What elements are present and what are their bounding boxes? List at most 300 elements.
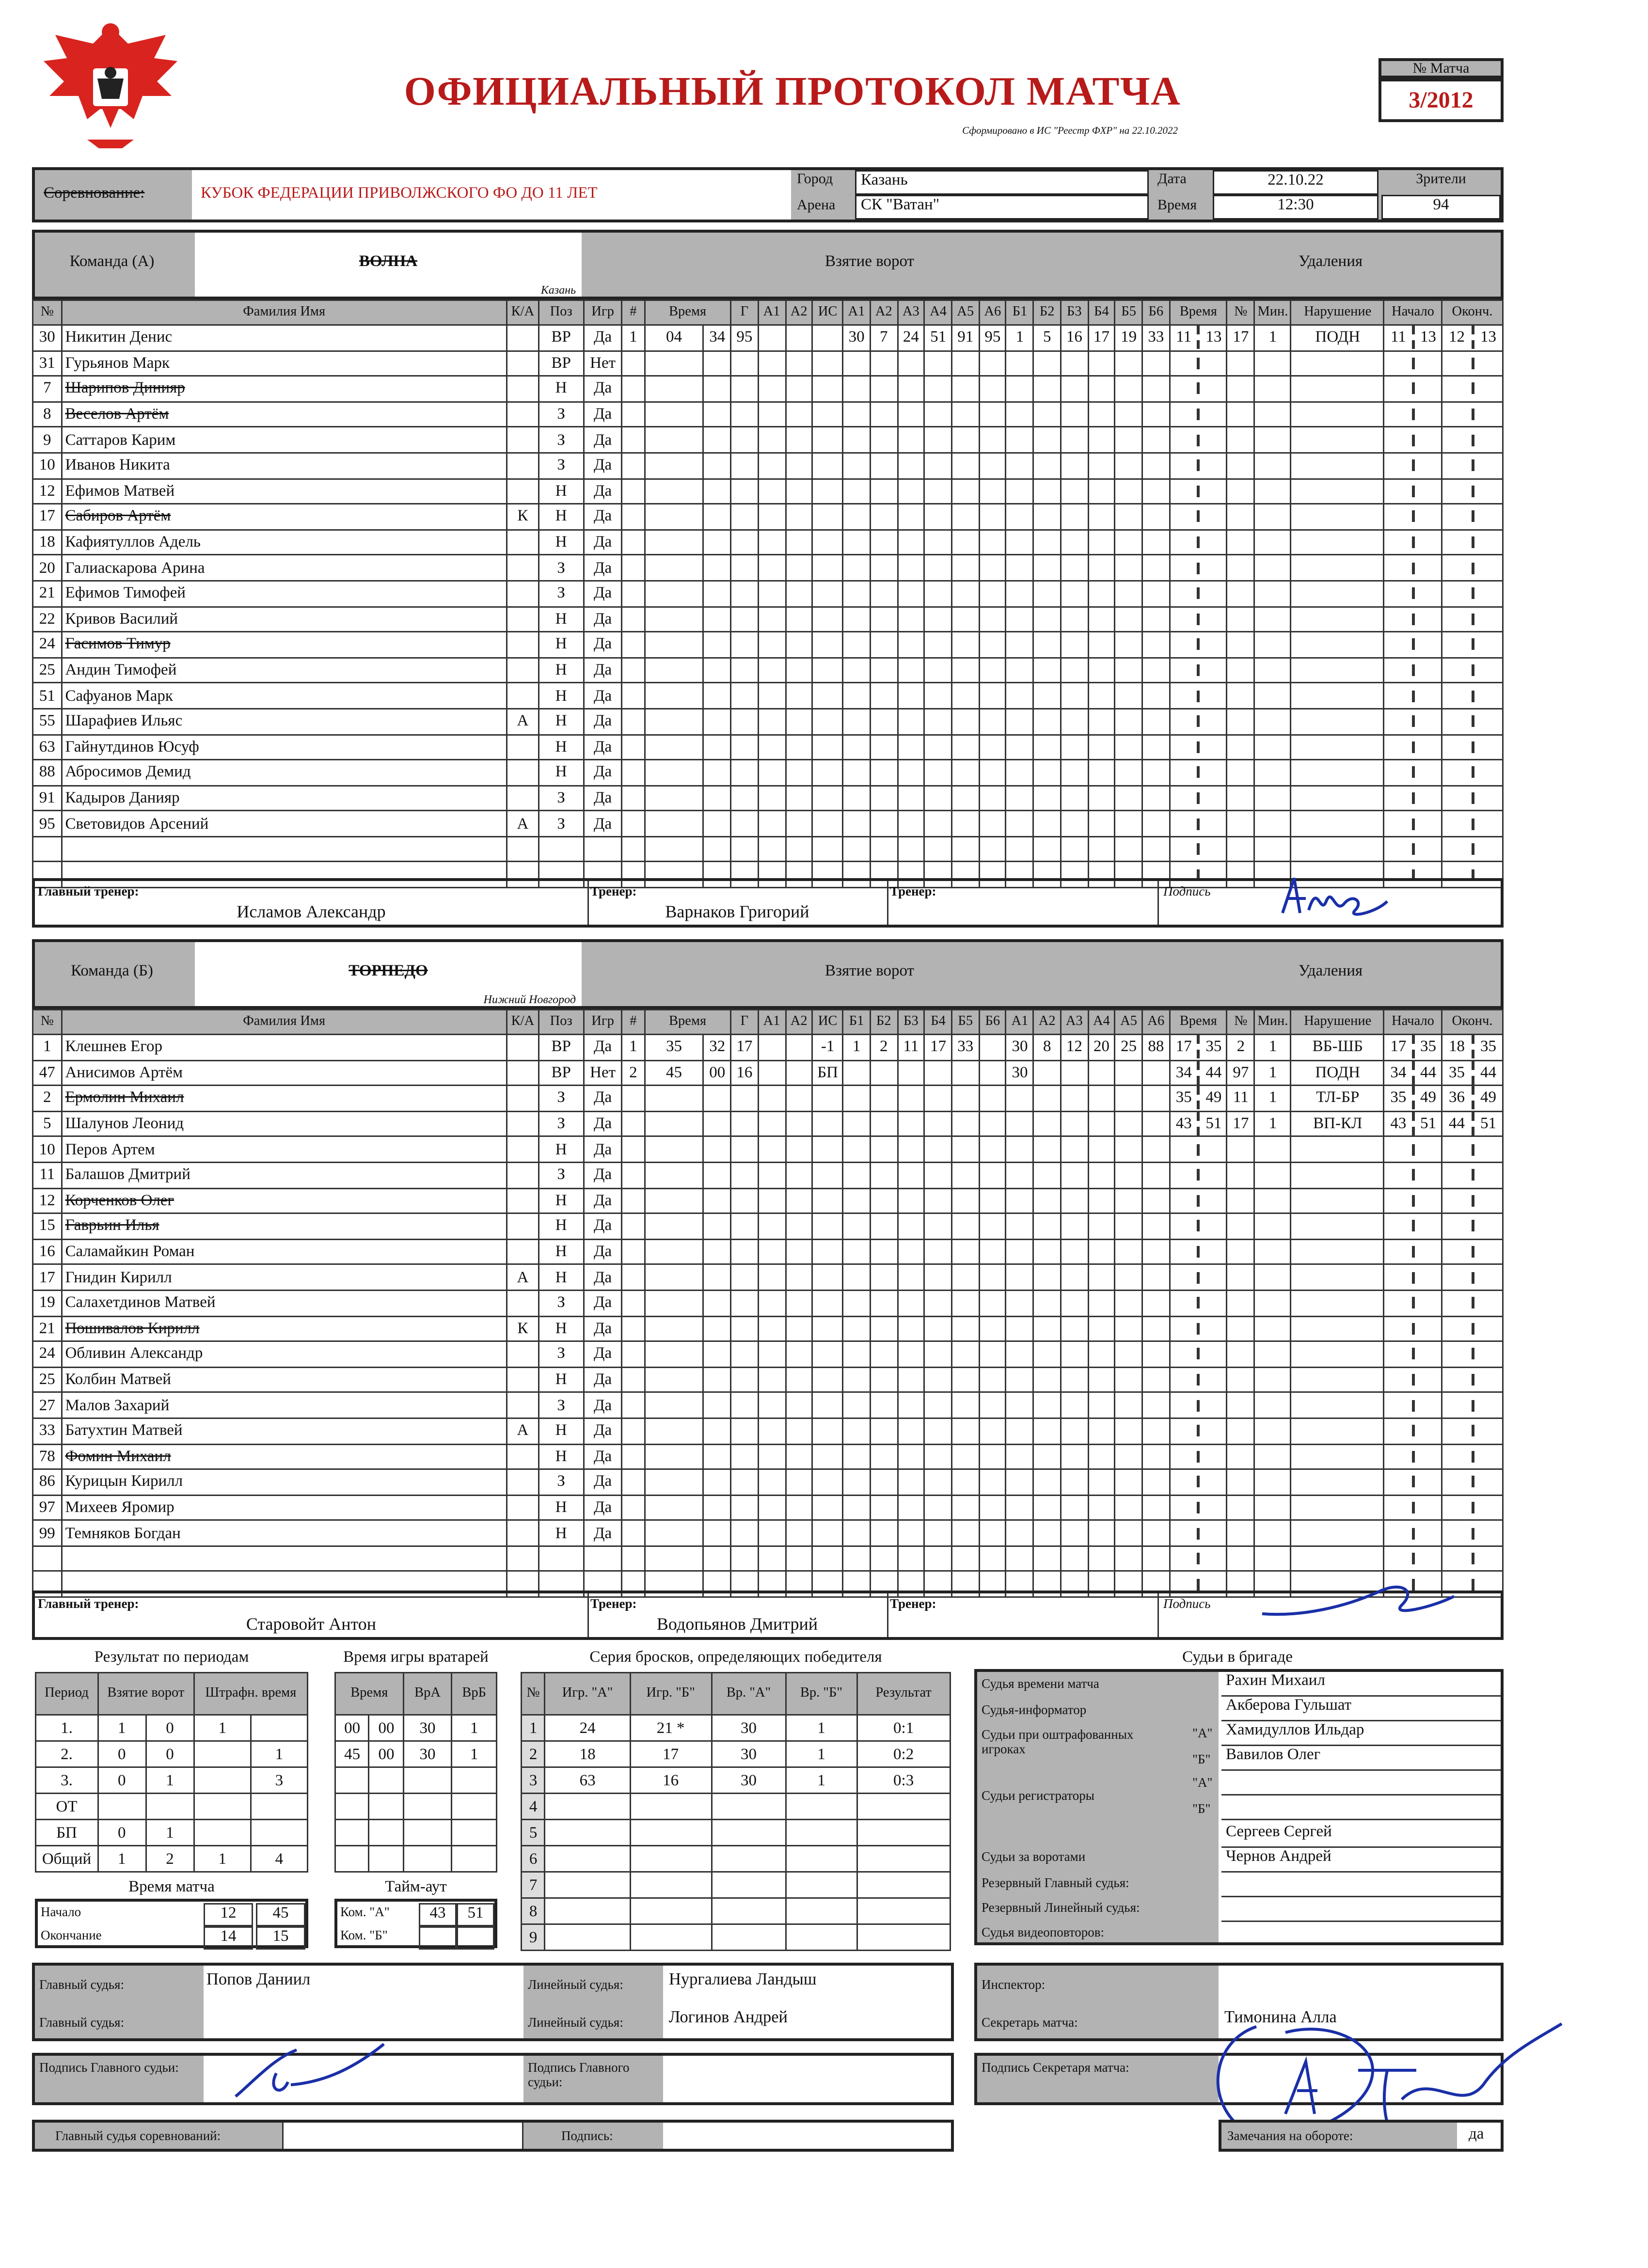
shootout-cell bbox=[545, 1846, 630, 1872]
pen-cell bbox=[1254, 1316, 1291, 1341]
pen-cell bbox=[1170, 734, 1227, 760]
shootout-title: Серия бросков, определяющих победителя bbox=[589, 1649, 882, 1666]
goal-cell bbox=[952, 1265, 979, 1291]
player-position: З bbox=[539, 453, 583, 478]
goal-cell bbox=[1033, 836, 1061, 862]
player-name: Галиаскарова Арина bbox=[62, 555, 507, 581]
goalie-cell bbox=[403, 1820, 452, 1846]
arena-value: СК "Ватан" bbox=[855, 195, 1149, 220]
player-position: З bbox=[539, 811, 583, 836]
player-number: 8 bbox=[33, 402, 62, 427]
goal-cell: 7 bbox=[870, 325, 897, 351]
goal-cell: 32 bbox=[704, 1035, 731, 1060]
goal-cell bbox=[704, 427, 731, 453]
player-captain bbox=[507, 1495, 539, 1521]
goal-cell bbox=[1033, 1418, 1061, 1444]
player-name: Обливин Александр bbox=[62, 1341, 507, 1367]
goal-cell bbox=[1061, 1495, 1088, 1521]
goal-cell bbox=[1088, 1546, 1115, 1572]
pen-cell bbox=[1170, 811, 1227, 836]
goal-cell bbox=[758, 1035, 785, 1060]
player-name: Сафуанов Марк bbox=[62, 683, 507, 709]
reg-b-tag: "Б" bbox=[1192, 1801, 1211, 1816]
goal-cell bbox=[785, 1111, 812, 1137]
reserve-head-label: Резервный Главный судья: bbox=[982, 1875, 1129, 1890]
goal-cell bbox=[979, 1188, 1006, 1213]
pen-value: 49 bbox=[1471, 1087, 1503, 1110]
goal-cell bbox=[1033, 760, 1061, 786]
goal-cell bbox=[622, 1444, 644, 1469]
table-row bbox=[335, 1846, 497, 1872]
goal-cell bbox=[644, 1392, 703, 1418]
goal-cell bbox=[1061, 376, 1088, 402]
player-played: Да bbox=[584, 811, 622, 836]
pen-cell bbox=[1384, 1188, 1442, 1213]
goal-cell bbox=[812, 1111, 843, 1137]
spectators-label: Зрители bbox=[1416, 172, 1466, 188]
reg-a-value bbox=[1221, 1771, 1501, 1796]
goal-cell bbox=[758, 1495, 785, 1521]
goal-cell bbox=[952, 1341, 979, 1367]
goal-cell bbox=[644, 350, 703, 376]
table-row bbox=[36, 1715, 308, 1741]
pen-cell bbox=[1227, 786, 1254, 811]
goal-cell bbox=[897, 734, 924, 760]
player-captain bbox=[507, 632, 539, 658]
goal-col-header: А4 bbox=[924, 300, 951, 325]
goal-cell bbox=[979, 658, 1006, 683]
goal-cell bbox=[952, 836, 979, 862]
pen-cell bbox=[1384, 1239, 1442, 1265]
goal-cell bbox=[644, 811, 703, 836]
pen-cell bbox=[1254, 453, 1291, 478]
goal-cell: 34 bbox=[704, 325, 731, 351]
head-signatures bbox=[32, 2053, 954, 2105]
pen-cell bbox=[1170, 453, 1227, 478]
pen-cell bbox=[1291, 1137, 1384, 1163]
goal-cell bbox=[1142, 1086, 1170, 1111]
pen-cell: 1 bbox=[1254, 325, 1291, 351]
pen-value: 17 bbox=[1390, 1038, 1407, 1056]
goal-cell bbox=[704, 1546, 731, 1572]
pen-cell bbox=[1291, 402, 1384, 427]
goal-cell bbox=[731, 760, 758, 786]
goal-cell bbox=[952, 760, 979, 786]
shootout-cell bbox=[712, 1820, 786, 1846]
goal-col-header: Г bbox=[731, 300, 758, 325]
goal-cell bbox=[1142, 555, 1170, 581]
goal-cell bbox=[704, 1162, 731, 1188]
goal-cell bbox=[897, 1495, 924, 1521]
pen-cell bbox=[1254, 786, 1291, 811]
pen-cell bbox=[1291, 1239, 1384, 1265]
goal-cell: БП bbox=[812, 1060, 843, 1086]
goal-cell bbox=[1033, 581, 1061, 606]
goal-cell bbox=[704, 1418, 731, 1444]
player-position: Н bbox=[539, 709, 583, 734]
goal-cell bbox=[1142, 658, 1170, 683]
team-b-name: ТОРПЕДО bbox=[349, 962, 428, 980]
goal-cell bbox=[979, 1367, 1006, 1393]
goal-cell bbox=[704, 1520, 731, 1546]
goal-cell: 17 bbox=[924, 1035, 951, 1060]
goalie-b-header: ВрБ bbox=[452, 1673, 497, 1715]
goal-cell bbox=[812, 1137, 843, 1163]
goal-cell: 00 bbox=[704, 1060, 731, 1086]
goal-cell: 5 bbox=[1033, 325, 1061, 351]
goal-col-header: А5 bbox=[952, 300, 979, 325]
goal-cell bbox=[843, 709, 870, 734]
goal-cell bbox=[1142, 683, 1170, 709]
player-captain bbox=[507, 1162, 539, 1188]
period-cell bbox=[251, 1820, 307, 1846]
goal-cell: 30 bbox=[1006, 1060, 1033, 1086]
player-played: Да bbox=[584, 1086, 622, 1111]
goal-cell bbox=[758, 1444, 785, 1469]
goal-cell bbox=[1061, 1418, 1088, 1444]
time-label: Время bbox=[1157, 198, 1197, 214]
goal-cell bbox=[1061, 1546, 1088, 1572]
goal-cell bbox=[924, 1316, 951, 1341]
period-cell bbox=[146, 1794, 194, 1820]
period-cell: 0 bbox=[98, 1820, 146, 1846]
goal-cell bbox=[1061, 760, 1088, 786]
pen-cell bbox=[1170, 1341, 1227, 1367]
pen-cell bbox=[1442, 1162, 1503, 1188]
pen-col-header: Нарушение bbox=[1291, 300, 1384, 325]
goal-cell bbox=[1006, 581, 1033, 606]
player-captain bbox=[507, 1035, 539, 1060]
goal-cell bbox=[843, 1316, 870, 1341]
period-cell: Общий bbox=[36, 1846, 98, 1872]
goal-cell bbox=[979, 1418, 1006, 1444]
player-captain bbox=[507, 760, 539, 786]
shootout-cell bbox=[545, 1898, 630, 1924]
pen-cell bbox=[1227, 1418, 1254, 1444]
pen-cell bbox=[1384, 1392, 1442, 1418]
pen-cell bbox=[1227, 811, 1254, 836]
goal-cell bbox=[731, 1162, 758, 1188]
goal-cell bbox=[1142, 786, 1170, 811]
goal-cell bbox=[1142, 1341, 1170, 1367]
pen-cell bbox=[1227, 1444, 1254, 1469]
goal-cell bbox=[1115, 376, 1142, 402]
player-name: Ефимов Матвей bbox=[62, 478, 507, 504]
pen-value: 35 bbox=[1197, 1036, 1227, 1059]
table-row bbox=[33, 325, 1503, 351]
goal-cell bbox=[1061, 555, 1088, 581]
goal-cell bbox=[843, 1137, 870, 1163]
shootout-cell bbox=[712, 1794, 786, 1820]
team-b-table bbox=[32, 1009, 1504, 1598]
match-number: 3/2012 bbox=[1379, 79, 1504, 122]
player-number: 95 bbox=[33, 811, 62, 836]
goal-cell bbox=[843, 1265, 870, 1291]
player-played: Да bbox=[584, 325, 622, 351]
team-b-penalties-title: Удаления bbox=[1298, 962, 1363, 980]
pen-cell bbox=[1227, 1495, 1254, 1521]
goal-cell bbox=[924, 1239, 951, 1265]
pen-col-header: Начало bbox=[1384, 300, 1442, 325]
goal-cell bbox=[785, 1239, 812, 1265]
goal-cell: 12 bbox=[1061, 1035, 1088, 1060]
goal-cell bbox=[785, 811, 812, 836]
goal-cell bbox=[843, 1469, 870, 1495]
goal-cell bbox=[644, 555, 703, 581]
goal-cell bbox=[1115, 350, 1142, 376]
goal-cell bbox=[897, 1111, 924, 1137]
pen-cell bbox=[1254, 1341, 1291, 1367]
goal-cell bbox=[870, 658, 897, 683]
pen-cell bbox=[1442, 1316, 1503, 1341]
pen-cell bbox=[1384, 811, 1442, 836]
goal-cell: 30 bbox=[843, 325, 870, 351]
shootout-cell: 3 bbox=[522, 1767, 545, 1794]
goal-cell bbox=[897, 504, 924, 530]
pen-cell bbox=[1254, 1520, 1291, 1546]
goal-cell bbox=[812, 402, 843, 427]
goal-cell bbox=[644, 1520, 703, 1546]
goal-cell: 35 bbox=[644, 1035, 703, 1060]
goal-cell bbox=[731, 504, 758, 530]
period-cell bbox=[194, 1767, 251, 1794]
goal-cell bbox=[1115, 1137, 1142, 1163]
pen-cell bbox=[1442, 1444, 1503, 1469]
pen-cell bbox=[1227, 709, 1254, 734]
player-played: Да bbox=[584, 632, 622, 658]
goal-cell bbox=[952, 786, 979, 811]
goal-cell bbox=[785, 350, 812, 376]
goal-cell bbox=[622, 1162, 644, 1188]
goal-cell bbox=[924, 1495, 951, 1521]
goal-cell: 88 bbox=[1142, 1035, 1170, 1060]
pen-col-header: Начало bbox=[1384, 1010, 1442, 1035]
goal-cell bbox=[785, 1546, 812, 1572]
goal-cell: 1 bbox=[622, 325, 644, 351]
pen-cell bbox=[1442, 606, 1503, 632]
goal-cell bbox=[979, 760, 1006, 786]
goal-cell bbox=[897, 658, 924, 683]
shootout-cell bbox=[630, 1872, 712, 1898]
pen-cell bbox=[1254, 376, 1291, 402]
goal-cell bbox=[870, 836, 897, 862]
goal-cell bbox=[758, 478, 785, 504]
goal-cell bbox=[1061, 1162, 1088, 1188]
player-played: Да bbox=[584, 709, 622, 734]
goal-cell bbox=[704, 504, 731, 530]
player-captain bbox=[507, 1213, 539, 1239]
player-captain: К bbox=[507, 504, 539, 530]
player-name: Колбин Матвей bbox=[62, 1367, 507, 1393]
player-captain bbox=[507, 427, 539, 453]
goal-cell bbox=[622, 1495, 644, 1521]
player-played: Да bbox=[584, 478, 622, 504]
table-row bbox=[33, 1444, 1503, 1469]
player-played: Да bbox=[584, 606, 622, 632]
goal-cell bbox=[1006, 1341, 1033, 1367]
goal-cell bbox=[843, 1392, 870, 1418]
goal-cell bbox=[897, 1341, 924, 1367]
goal-cell bbox=[1088, 402, 1115, 427]
pen-cell bbox=[1291, 350, 1384, 376]
goal-cell bbox=[897, 402, 924, 427]
pen-cell bbox=[1291, 1546, 1384, 1572]
goal-cell bbox=[870, 1213, 897, 1239]
period-cell: ОТ bbox=[36, 1794, 98, 1820]
pen-cell bbox=[1291, 1444, 1384, 1469]
goal-cell bbox=[1142, 1290, 1170, 1316]
goal-cell bbox=[622, 1137, 644, 1163]
goal-cell bbox=[1061, 530, 1088, 555]
goal-cell bbox=[979, 1520, 1006, 1546]
goal-cell bbox=[1115, 453, 1142, 478]
goal-cell bbox=[952, 1086, 979, 1111]
goal-cell bbox=[622, 1111, 644, 1137]
goal-cell bbox=[1142, 1213, 1170, 1239]
goal-cell bbox=[979, 1265, 1006, 1291]
goal-cell bbox=[1088, 1495, 1115, 1521]
player-number: 1 bbox=[33, 1035, 62, 1060]
player-name: Батухтин Матвей bbox=[62, 1418, 507, 1444]
shootout-header: № bbox=[522, 1673, 545, 1715]
goal-cell bbox=[1115, 811, 1142, 836]
goal-cell bbox=[731, 581, 758, 606]
pen-cell bbox=[1442, 1290, 1503, 1316]
goal-cell bbox=[704, 1316, 731, 1341]
goal-cell bbox=[979, 1290, 1006, 1316]
goal-cell bbox=[622, 1469, 644, 1495]
goal-cell bbox=[843, 350, 870, 376]
start-minutes: 45 bbox=[256, 1903, 305, 1926]
goal-cell bbox=[785, 478, 812, 504]
informer-label: Судья-информатор bbox=[982, 1702, 1087, 1717]
pen-value: 35 bbox=[1175, 1089, 1192, 1107]
goal-cell bbox=[731, 734, 758, 760]
player-played: Да bbox=[584, 504, 622, 530]
player-name: Балашов Дмитрий bbox=[62, 1162, 507, 1188]
line-ref-2: Логинов Андрей bbox=[669, 2009, 788, 2027]
goal-cell bbox=[979, 427, 1006, 453]
goal-cell bbox=[1006, 658, 1033, 683]
goal-cell bbox=[870, 1265, 897, 1291]
goal-cell bbox=[1033, 504, 1061, 530]
player-played: Да bbox=[584, 658, 622, 683]
table-row bbox=[33, 1239, 1503, 1265]
player-position: Н bbox=[539, 1444, 583, 1469]
goal-cell bbox=[979, 504, 1006, 530]
pen-cell bbox=[1442, 1213, 1503, 1239]
pen-cell bbox=[1170, 760, 1227, 786]
period-cell: 1 bbox=[251, 1741, 307, 1767]
pen-cell bbox=[1170, 1392, 1227, 1418]
goal-col-header: Г bbox=[731, 1010, 758, 1035]
pen-cell bbox=[1442, 427, 1503, 453]
goal-cell bbox=[622, 504, 644, 530]
pen-cell bbox=[1254, 1495, 1291, 1521]
goal-cell bbox=[1088, 581, 1115, 606]
pen-cell bbox=[1291, 1265, 1384, 1291]
shootout-cell: 4 bbox=[522, 1794, 545, 1820]
goal-col-header: Б5 bbox=[1115, 300, 1142, 325]
player-position: ВР bbox=[539, 1035, 583, 1060]
pen-cell bbox=[1291, 734, 1384, 760]
goal-cell bbox=[758, 581, 785, 606]
goal-cell bbox=[1088, 1520, 1115, 1546]
goalie-cell bbox=[335, 1794, 369, 1820]
pen-cell bbox=[1384, 530, 1442, 555]
time-value: 12:30 bbox=[1213, 195, 1379, 220]
goal-cell bbox=[758, 786, 785, 811]
player-captain: А bbox=[507, 709, 539, 734]
pen-cell bbox=[1254, 504, 1291, 530]
goal-cell: 33 bbox=[952, 1035, 979, 1060]
goals-header: Взятие ворот bbox=[98, 1673, 194, 1715]
player-position: Н bbox=[539, 1188, 583, 1213]
goal-cell bbox=[1006, 786, 1033, 811]
goal-cell bbox=[644, 1418, 703, 1444]
goal-col-header: А3 bbox=[1061, 1010, 1088, 1035]
pen-cell bbox=[1384, 760, 1442, 786]
goal-col-header: А3 bbox=[897, 300, 924, 325]
pen-cell: 97 bbox=[1227, 1060, 1254, 1086]
goal-cell bbox=[785, 1444, 812, 1469]
pen-cell bbox=[1227, 1188, 1254, 1213]
goal-cell bbox=[924, 1520, 951, 1546]
goal-cell bbox=[812, 1520, 843, 1546]
goal-cell bbox=[758, 836, 785, 862]
table-row bbox=[33, 1188, 1503, 1213]
pen-value: 13 bbox=[1412, 326, 1442, 349]
goal-cell: 51 bbox=[924, 325, 951, 351]
pen-cell bbox=[1227, 530, 1254, 555]
team-b-label: Команда (Б) bbox=[71, 962, 153, 980]
pen-cell bbox=[1384, 606, 1442, 632]
goal-cell bbox=[1061, 350, 1088, 376]
goal-cell bbox=[897, 836, 924, 862]
goal-cell bbox=[731, 478, 758, 504]
player-captain bbox=[507, 836, 539, 862]
table-row bbox=[36, 1741, 308, 1767]
player-played: Да bbox=[584, 1316, 622, 1341]
table-row bbox=[33, 1111, 1503, 1137]
goal-cell bbox=[1088, 1418, 1115, 1444]
goal-cell bbox=[758, 453, 785, 478]
goal-cell bbox=[1142, 632, 1170, 658]
player-name: Малов Захарий bbox=[62, 1392, 507, 1418]
goal-cell bbox=[843, 760, 870, 786]
goal-cell bbox=[758, 1316, 785, 1341]
player-captain bbox=[507, 1137, 539, 1163]
reserve-head-value bbox=[1221, 1873, 1501, 1897]
player-captain: А bbox=[507, 811, 539, 836]
table-row bbox=[36, 1767, 308, 1794]
goal-cell bbox=[843, 606, 870, 632]
pen-value: 43 bbox=[1175, 1115, 1192, 1133]
pen-col-header: Оконч. bbox=[1442, 1010, 1503, 1035]
player-name: Световидов Арсений bbox=[62, 811, 507, 836]
goal-cell bbox=[924, 1162, 951, 1188]
pen-cell: ВП-КЛ bbox=[1291, 1111, 1384, 1137]
player-played: Да bbox=[584, 1469, 622, 1495]
pen-cell bbox=[1254, 1239, 1291, 1265]
table-row bbox=[33, 1213, 1503, 1239]
goal-cell bbox=[870, 1137, 897, 1163]
pen-cell bbox=[1291, 1213, 1384, 1239]
pen-cell bbox=[1170, 1239, 1227, 1265]
shootout-cell bbox=[630, 1820, 712, 1846]
player-number: 16 bbox=[33, 1239, 62, 1265]
table-row bbox=[33, 811, 1503, 836]
